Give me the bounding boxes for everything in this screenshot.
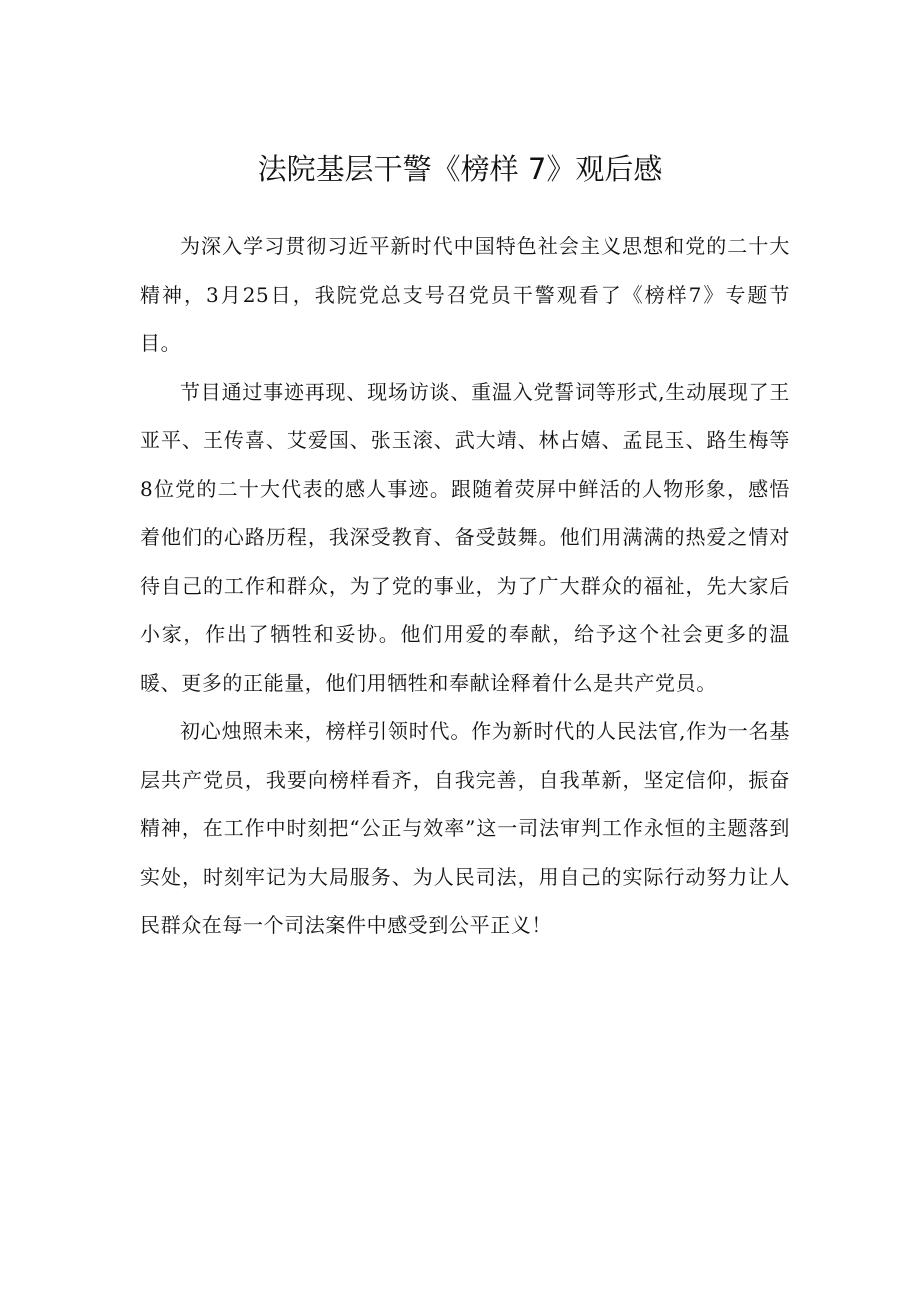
paragraph-1: 为深入学习贯彻习近平新时代中国特色社会主义思想和党的二十大精神，3月25日，我院党总支号召党员干警观看了《榜样7》专题节目。 — [140, 234, 790, 355]
paragraph-3: 初心烛照未来，榜样引领时代。作为新时代的人民法官,作为一名基层共产党员，我要向榜样看齐，自我完善，自我革新，坚定信仰，振奋精神，在工作中时刻把“公正与效率”这一司法审判工作永恒的主题落到实处，时刻牢记为大局服务、为人民司法，用自己的实际行动努力让人民群众在每一个司法案件中感受到公平正义！ — [140, 719, 790, 937]
document-body — [140, 222, 790, 950]
paragraph-2: 节目通过事迹再现、现场访谈、重温入党誓词等形式,生动展现了王亚平、王传喜、艾爱国、张玉滚、武大靖、林占嬉、孟昆玉、路生梅等8位党的二十大代表的感人事迹。跟随着荧屏中鲜活的人物形象，感悟着他们的心路历程，我深受教育、备受鼓舞。他们用满满的热爱之情对待自己的工作和群众，为了党的事业，为了广大群众的福祉，先大家后小家，作出了牺牲和妥协。他们用爱的奉献，给予这个社会更多的温暖、更多的正能量，他们用牺牲和奉献诠释着什么是共产党员。 — [140, 379, 790, 695]
document-title: 法院基层干警《榜样 7》观后感 — [257, 152, 663, 186]
